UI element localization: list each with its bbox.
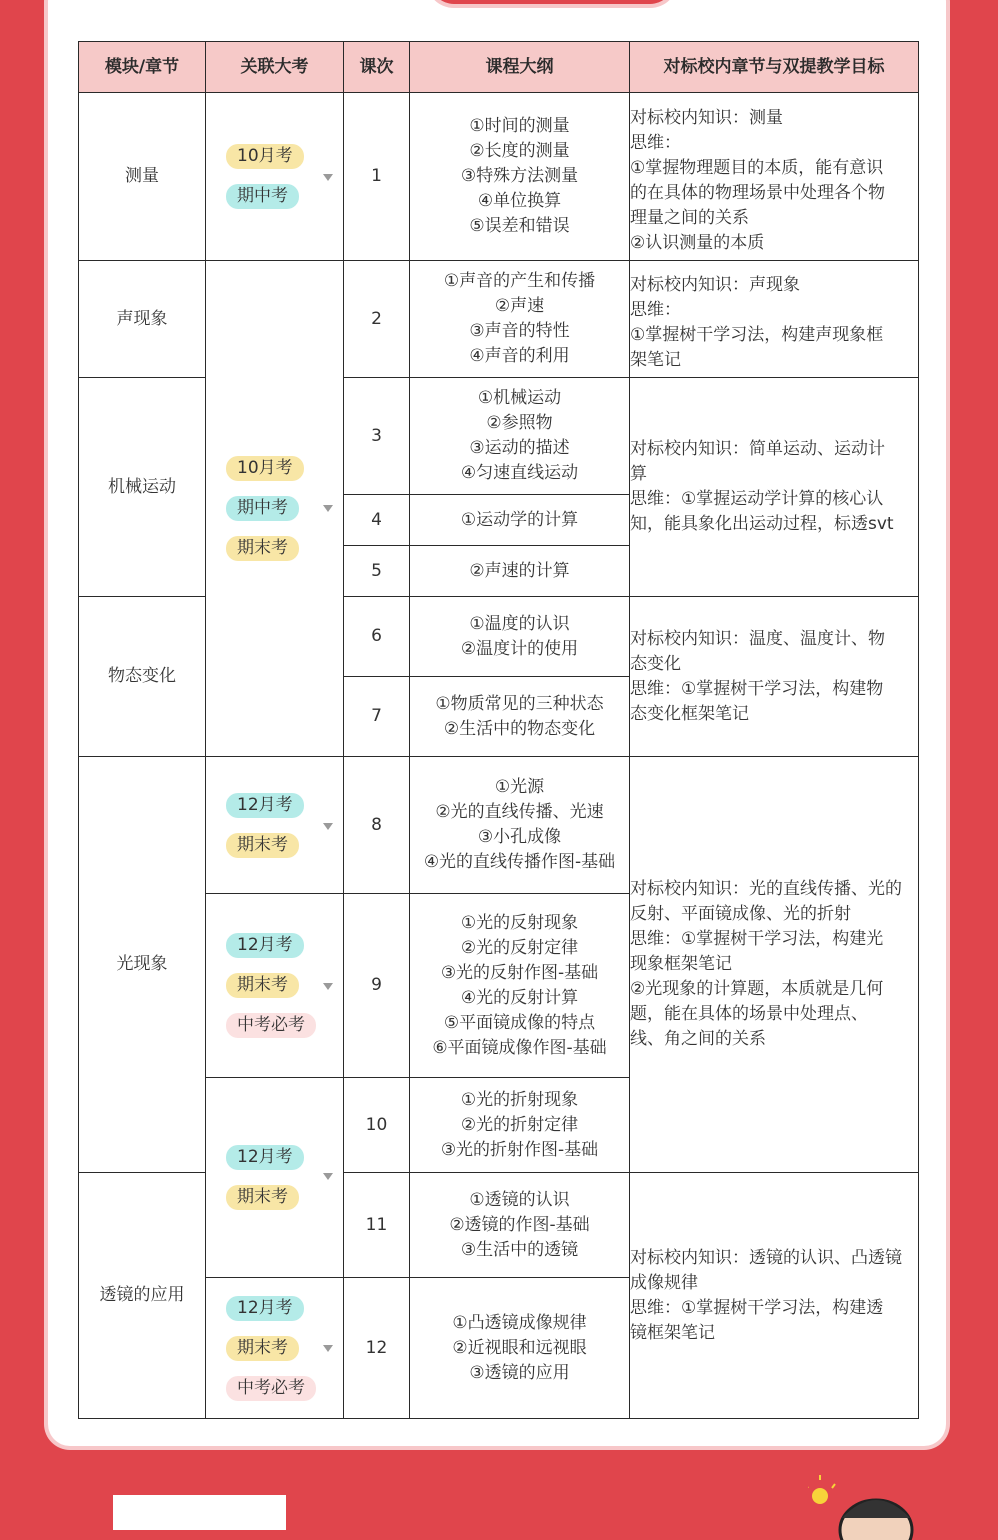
target-line: 态变化框架笔记	[630, 703, 749, 724]
target-line: 思维：①掌握树干学习法，构建物	[630, 678, 884, 699]
target-line: 理量之间的关系	[630, 208, 749, 228]
target-line: 现象框架笔记	[630, 954, 732, 974]
chevron-down-icon[interactable]	[323, 983, 333, 990]
table-row	[79, 261, 919, 378]
outline-item: ①光源	[494, 777, 545, 797]
outline-item: ③光的反射作图-基础	[440, 962, 599, 983]
outline-item: ③光的折射作图-基础	[440, 1139, 599, 1160]
exam-tag: 期末考	[226, 973, 299, 998]
outline-item: ①声音的产生和传播	[443, 271, 596, 291]
outline-item: ①时间的测量	[469, 116, 570, 136]
target-line: 思维：①掌握运动学计算的核心认	[630, 489, 884, 509]
lesson-number: 12	[344, 1278, 410, 1419]
module-cell: 物态变化	[79, 597, 206, 757]
lesson-number: 3	[344, 378, 410, 495]
outline-item: ②透镜的作图-基础	[449, 1214, 590, 1235]
target-line: ②光现象的计算题，本质就是几何	[630, 979, 884, 999]
exam-cell[interactable]	[206, 1078, 344, 1278]
lesson-number: 9	[344, 894, 410, 1078]
exam-tag: 期末考	[226, 536, 299, 561]
outline-item: ③透镜的应用	[469, 1362, 570, 1383]
outline-item: ③小孔成像	[477, 827, 562, 847]
title-tab	[430, 0, 674, 4]
lesson-number: 1	[344, 93, 410, 261]
exam-tag: 中考必考	[226, 1013, 316, 1038]
target-line: 反射、平面镜成像、光的折射	[630, 904, 851, 924]
outline-item: ①光的反射现象	[460, 912, 579, 933]
outline-item: ④声音的利用	[469, 346, 570, 366]
outline-cell	[410, 1078, 630, 1173]
exam-tag: 期末考	[226, 1185, 299, 1210]
outline-cell	[410, 378, 630, 495]
target-line: 思维：	[630, 133, 681, 153]
exam-tag: 12月考	[226, 933, 304, 958]
outline-item: ①凸透镜成像规律	[452, 1312, 587, 1333]
exam-tag: 12月考	[226, 1296, 304, 1321]
outline-item: ②长度的测量	[469, 141, 570, 161]
target-cell	[630, 1173, 919, 1419]
lesson-number: 2	[344, 261, 410, 378]
lesson-number: 4	[344, 495, 410, 546]
target-line: 知，能具象化出运动过程，标透svt	[630, 514, 894, 534]
target-line: ①掌握物理题目的本质，能有意识	[630, 158, 884, 178]
outline-cell	[410, 261, 630, 378]
syllabus-table	[78, 41, 919, 1419]
module-cell: 测量	[79, 93, 206, 261]
exam-tag: 期末考	[226, 1336, 299, 1361]
exam-cell[interactable]	[206, 261, 344, 757]
target-line: 思维：	[630, 300, 681, 320]
outline-item: ①光的折射现象	[460, 1089, 579, 1110]
exam-cell[interactable]	[206, 93, 344, 261]
table-row	[79, 378, 919, 495]
header-module: 模块/章节	[79, 42, 206, 93]
chevron-down-icon[interactable]	[323, 1173, 333, 1180]
outline-item: ①温度的认识	[469, 613, 570, 634]
outline-item: ①运动学的计算	[460, 509, 579, 530]
target-line: 的在具体的物理场景中处理各个物	[630, 183, 885, 203]
outline-item: ②光的直线传播、光速	[435, 802, 604, 822]
table-row	[79, 757, 919, 894]
module-cell: 光现象	[79, 757, 206, 1173]
target-cell	[630, 597, 919, 757]
chevron-down-icon[interactable]	[323, 1345, 333, 1352]
outline-item: ④匀速直线运动	[460, 463, 579, 483]
outline-item: ⑤平面镜成像的特点	[443, 1012, 596, 1033]
exam-tag: 10月考	[226, 144, 304, 169]
target-line: ②认识测量的本质	[630, 233, 765, 253]
exam-tag: 10月考	[226, 456, 304, 481]
module-cell: 声现象	[79, 261, 206, 378]
outline-item: ②光的折射定律	[460, 1114, 579, 1135]
chevron-down-icon[interactable]	[323, 174, 333, 181]
outline-item: ②温度计的使用	[460, 638, 579, 659]
outline-cell	[410, 894, 630, 1078]
lesson-number: 5	[344, 546, 410, 597]
lesson-number: 8	[344, 757, 410, 894]
outline-item: ①透镜的认识	[469, 1189, 570, 1210]
target-line: 对标校内知识：声现象	[630, 275, 800, 295]
outline-item: ③运动的描述	[469, 438, 570, 458]
lesson-number: 7	[344, 677, 410, 757]
table-row	[79, 597, 919, 677]
outline-cell	[410, 495, 630, 546]
exam-cell[interactable]	[206, 894, 344, 1078]
outline-item: ③声音的特性	[469, 321, 570, 341]
target-line: 思维：①掌握树干学习法，构建光	[630, 929, 884, 949]
exam-tag: 12月考	[226, 793, 304, 818]
target-line: 架笔记	[630, 350, 681, 370]
outline-item: ②光的反射定律	[460, 937, 579, 958]
exam-tag: 12月考	[226, 1145, 304, 1170]
target-cell	[630, 93, 919, 261]
target-line: 线、角之间的关系	[630, 1029, 766, 1049]
header-target: 对标校内章节与双提教学目标	[630, 42, 919, 93]
target-line: 算	[630, 464, 647, 484]
outline-cell	[410, 757, 630, 894]
outline-item: ④光的直线传播作图-基础	[423, 852, 616, 872]
target-line: 对标校内知识：透镜的认识、凸透镜	[630, 1247, 902, 1268]
outline-item: ②声速的计算	[469, 560, 570, 581]
target-cell	[630, 757, 919, 1173]
bottom-white-block	[113, 1495, 286, 1530]
outline-cell	[410, 546, 630, 597]
outline-item: ①机械运动	[477, 388, 562, 408]
exam-tag: 期中考	[226, 496, 299, 521]
target-cell	[630, 378, 919, 597]
target-cell	[630, 261, 919, 378]
target-line: ①掌握树干学习法，构建声现象框	[630, 325, 884, 345]
target-line: 镜框架笔记	[630, 1322, 715, 1343]
table-row	[79, 93, 919, 261]
exam-cell[interactable]	[206, 757, 344, 894]
module-cell: 透镜的应用	[79, 1173, 206, 1419]
table-header-row	[79, 42, 919, 93]
exam-tag: 期中考	[226, 184, 299, 209]
lesson-number: 6	[344, 597, 410, 677]
target-line: 对标校内知识：简单运动、运动计	[630, 439, 885, 459]
outline-cell	[410, 677, 630, 757]
module-cell: 机械运动	[79, 378, 206, 597]
outline-item: ②生活中的物态变化	[443, 718, 596, 739]
outline-item: ①物质常见的三种状态	[435, 693, 604, 714]
header-lesson: 课次	[344, 42, 410, 93]
outline-cell	[410, 1278, 630, 1419]
chevron-down-icon[interactable]	[323, 505, 333, 512]
target-line: 题，能在具体的场景中处理点、	[630, 1004, 868, 1024]
target-line: 对标校内知识：光的直线传播、光的	[630, 879, 902, 899]
lesson-number: 10	[344, 1078, 410, 1173]
target-line: 态变化	[630, 653, 681, 674]
lightbulb-icon	[812, 1488, 828, 1504]
outline-item: ②参照物	[486, 413, 553, 433]
outline-cell	[410, 93, 630, 261]
target-line: 成像规律	[630, 1272, 698, 1293]
table-row	[79, 1173, 919, 1278]
exam-cell[interactable]	[206, 1278, 344, 1419]
outline-cell	[410, 597, 630, 677]
outline-item: ⑥平面镜成像作图-基础	[432, 1037, 607, 1058]
outline-item: ③生活中的透镜	[460, 1239, 579, 1260]
outline-item: ⑤误差和错误	[469, 216, 570, 236]
outline-item: ④光的反射计算	[460, 987, 579, 1008]
exam-tag: 期末考	[226, 833, 299, 858]
exam-tag: 中考必考	[226, 1376, 316, 1401]
header-outline: 课程大纲	[410, 42, 630, 93]
outline-item: ②近视眼和远视眼	[452, 1337, 587, 1358]
target-line: 思维：①掌握树干学习法，构建透	[630, 1297, 884, 1318]
lesson-number: 11	[344, 1173, 410, 1278]
header-exam: 关联大考	[206, 42, 344, 93]
outline-cell	[410, 1173, 630, 1278]
outline-item: ④单位换算	[477, 191, 562, 211]
target-line: 对标校内知识：温度、温度计、物	[630, 628, 885, 649]
chevron-down-icon[interactable]	[323, 823, 333, 830]
outline-item: ③特殊方法测量	[460, 166, 579, 186]
outline-item: ②声速	[494, 296, 545, 316]
target-line: 对标校内知识：测量	[630, 108, 783, 128]
